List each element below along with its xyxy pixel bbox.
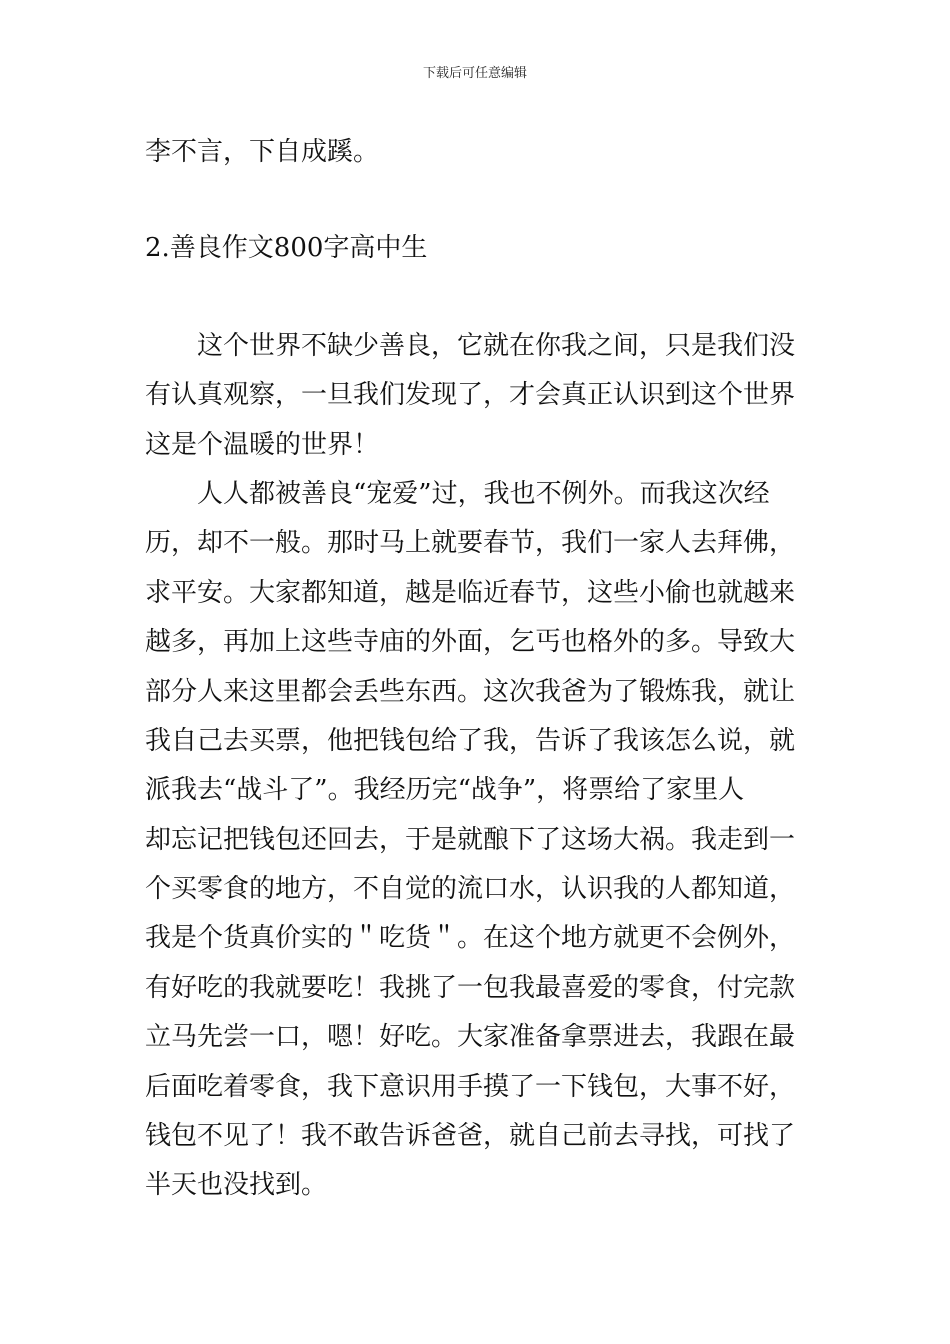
- paragraph-line: 却忘记把钱包还回去，于是就酿下了这场大祸。我走到一: [145, 824, 796, 855]
- paragraph-line: 有认真观察，一旦我们发现了，才会真正认识到这个世界: [145, 380, 796, 411]
- paragraph-line: 半天也没找到。: [145, 1170, 328, 1201]
- paragraph-line: 我是个货真价实的＂吃货＂。在这个地方就更不会例外，: [145, 923, 796, 954]
- paragraph-line: 派我去“战斗了”。我经历完“战争”，将票给了家里人: [145, 775, 745, 806]
- paragraph-line: 这个世界不缺少善良，它就在你我之间，只是我们没: [197, 330, 796, 361]
- document-body: [145, 128, 807, 1211]
- paragraph-1: [145, 322, 807, 470]
- paragraph-line: 立马先尝一口，嗯！好吃。大家准备拿票进去，我跟在最: [145, 1022, 796, 1053]
- paragraph-line: 历，却不一般。那时马上就要春节，我们一家人去拜佛，: [145, 528, 796, 559]
- paragraph-line: 这是个温暖的世界！: [145, 429, 380, 460]
- page-header: 下载后可任意编辑: [422, 66, 527, 81]
- paragraph-line: 有好吃的我就要吃！我挑了一包我最喜爱的零食，付完款: [145, 972, 796, 1003]
- spacer: [145, 177, 807, 224]
- paragraph-line: 部分人来这里都会丢些东西。这次我爸为了锻炼我，就让: [145, 676, 796, 707]
- paragraph-line: 越多，再加上这些寺庙的外面，乞丐也格外的多。导致大: [145, 627, 796, 658]
- paragraph-line: 人人都被善良“宠爱”过，我也不例外。而我这次经: [197, 478, 770, 509]
- paragraph-2: [145, 470, 807, 1211]
- intro-line: 李不言，下自成蹊。: [145, 137, 380, 167]
- spacer: [145, 274, 807, 322]
- paragraph-line: 后面吃着零食，我下意识用手摸了一下钱包，大事不好，: [145, 1071, 796, 1102]
- paragraph-line: 我自己去买票，他把钱包给了我，告诉了我该怎么说，就: [145, 725, 796, 756]
- paragraph-line: 个买零食的地方，不自觉的流口水，认识我的人都知道，: [145, 874, 796, 905]
- section-title: 2.善良作文800字高中生: [145, 233, 428, 264]
- paragraph-line: 求平安。大家都知道，越是临近春节，这些小偷也就越来: [145, 577, 796, 608]
- paragraph-line: 钱包不见了！我不敢告诉爸爸，就自己前去寻找，可找了: [145, 1121, 796, 1152]
